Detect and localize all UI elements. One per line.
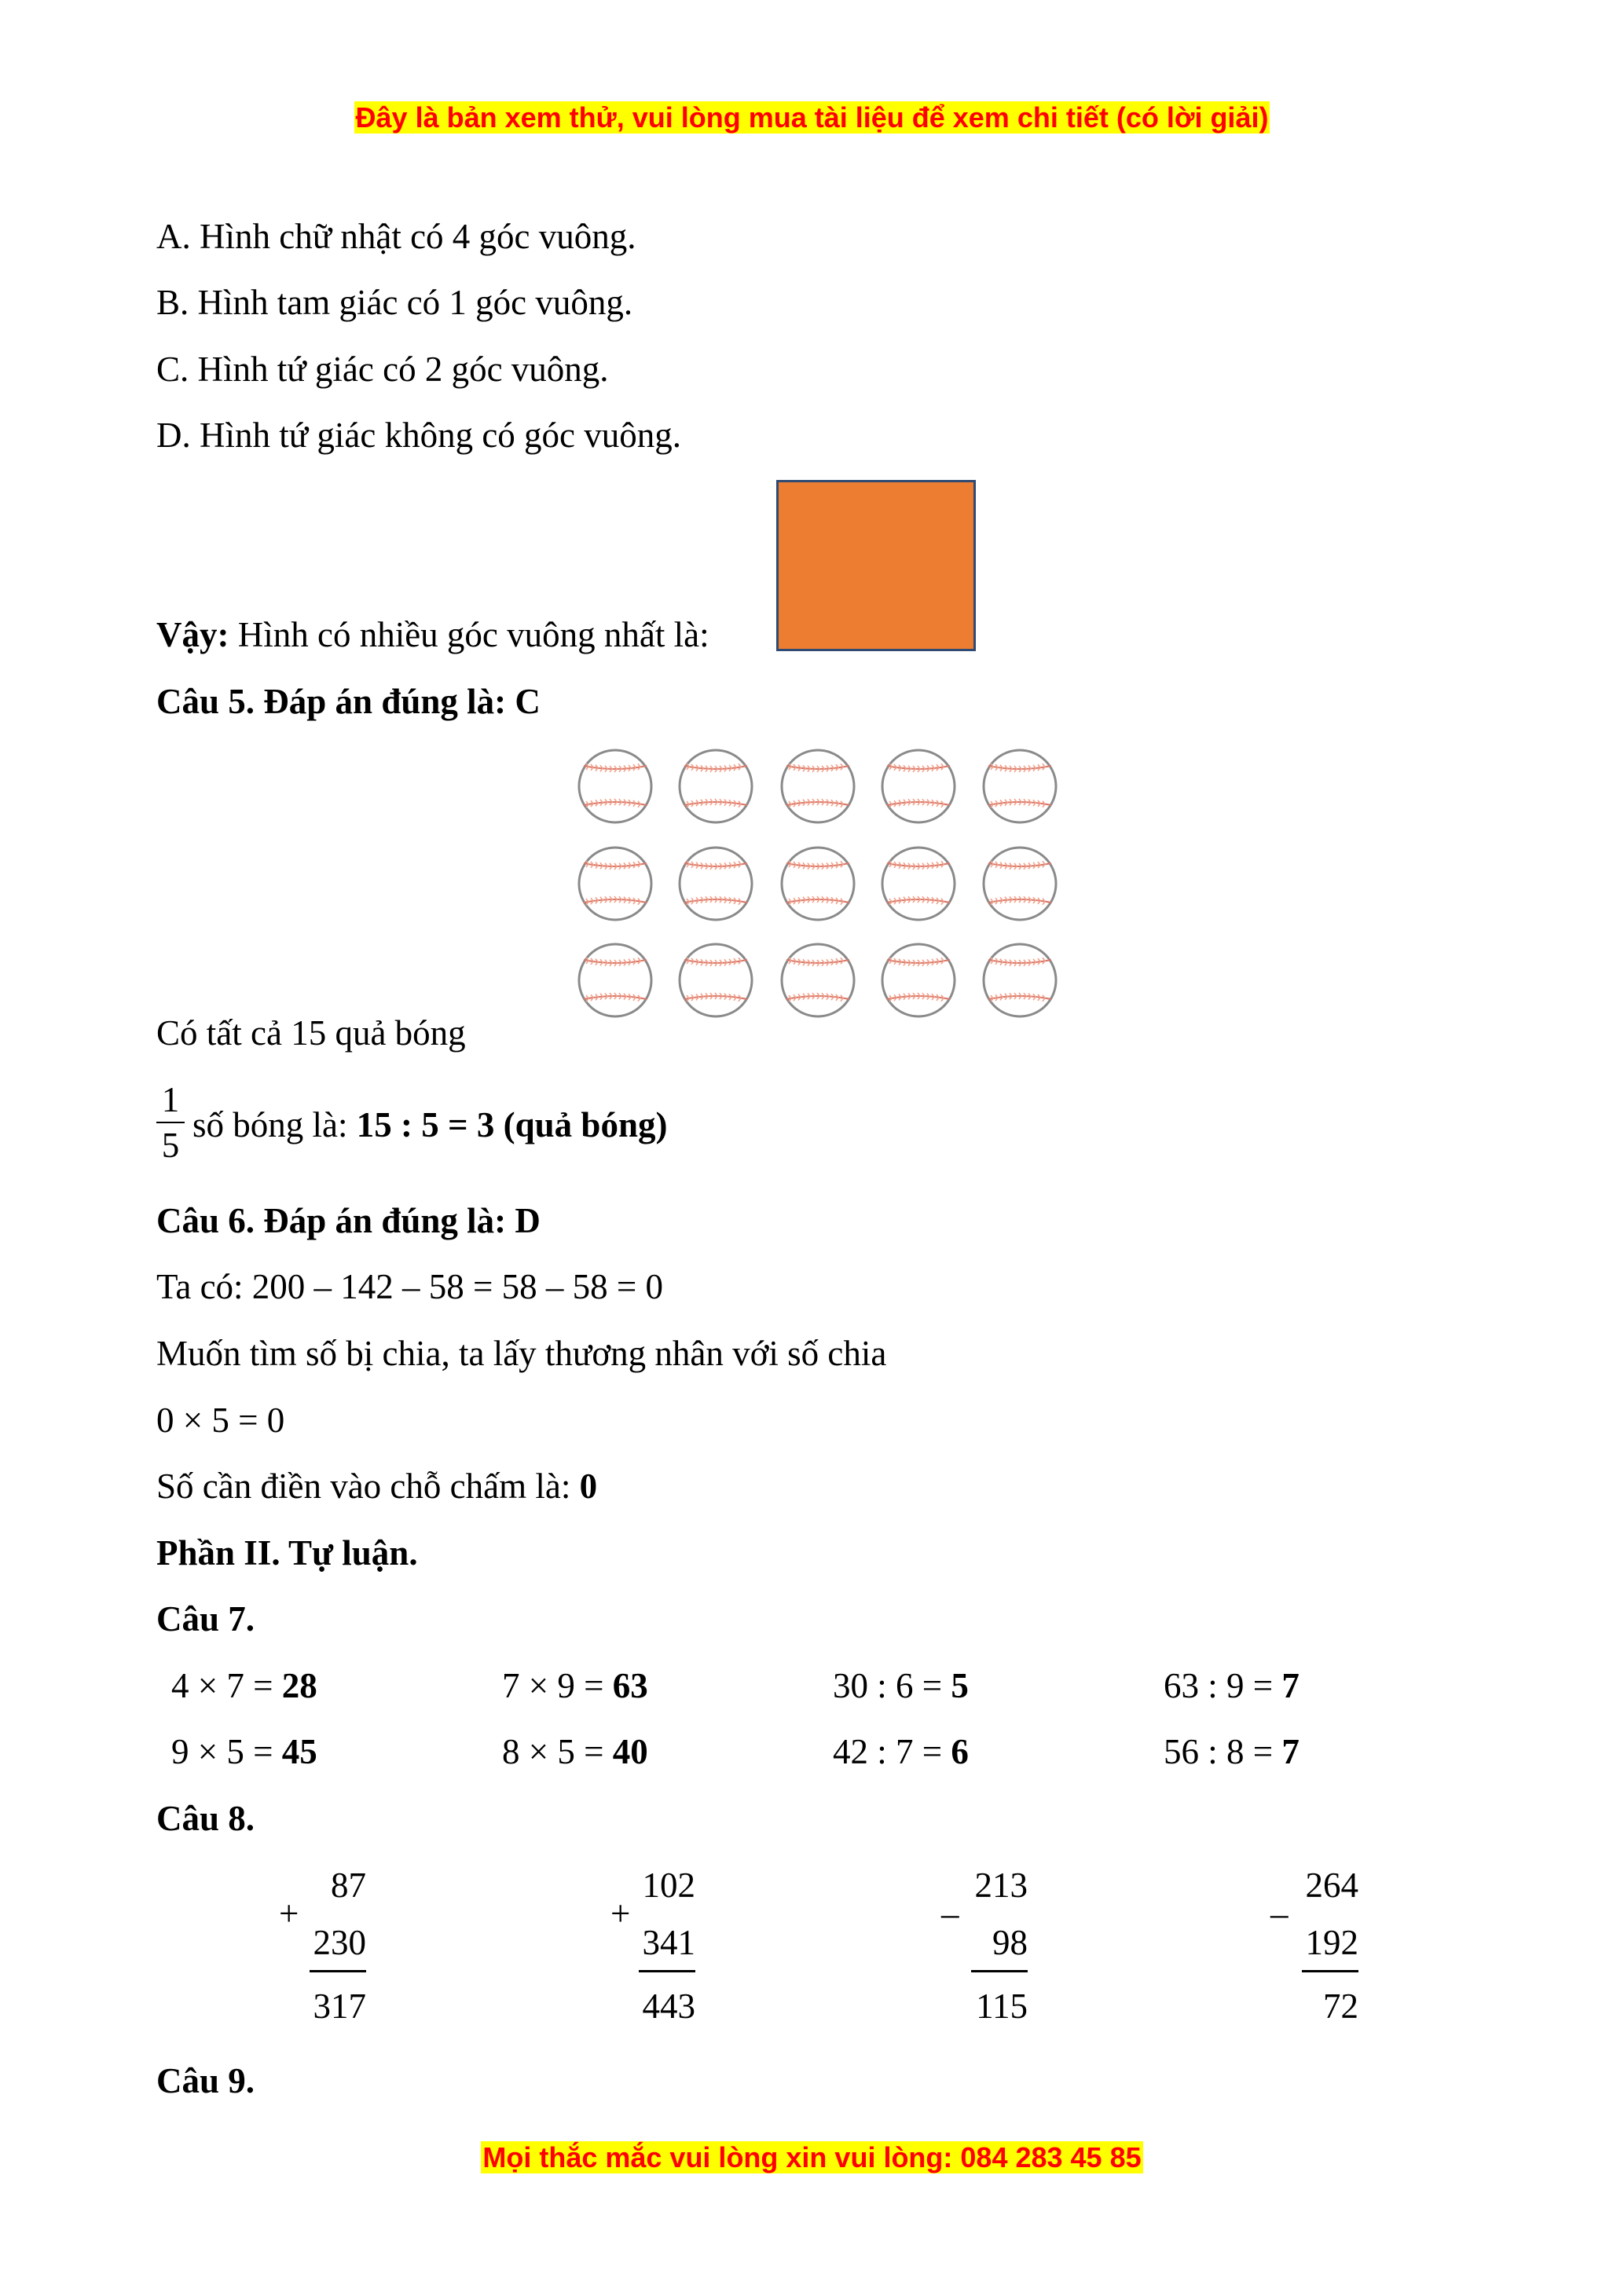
baseball-icon bbox=[881, 846, 956, 921]
baseball-icon bbox=[577, 749, 653, 824]
q9-heading: Câu 9. bbox=[156, 2061, 255, 2100]
q8-operand-bottom: 341 bbox=[642, 1923, 695, 1962]
q7-item bbox=[502, 1665, 648, 1706]
q6-answer-prefix: Số cần điền vào chỗ chấm là: bbox=[156, 1467, 580, 1506]
q6-line-1: Ta có: 200 – 142 – 58 = 58 – 58 = 0 bbox=[156, 1267, 664, 1306]
q8-operand-bottom: 192 bbox=[1305, 1923, 1358, 1962]
q6-answer-value: 0 bbox=[579, 1467, 598, 1506]
q6-line-2: Muốn tìm số bị chia, ta lấy thương nhân với số chia bbox=[156, 1334, 887, 1373]
baseball-icon bbox=[577, 846, 653, 921]
baseball-icon bbox=[780, 943, 856, 1018]
q7-item bbox=[171, 1731, 317, 1772]
q8-result-line bbox=[639, 1970, 695, 1972]
q6-answer bbox=[156, 1466, 597, 1507]
q5-heading: Câu 5. Đáp án đúng là: C bbox=[156, 682, 541, 721]
q8-operand-top: 213 bbox=[974, 1866, 1028, 1905]
q5-total: Có tất cả 15 quả bóng bbox=[156, 1013, 466, 1053]
q7-expr: 42 : 7 = bbox=[833, 1732, 951, 1771]
q7-answer: 7 bbox=[1281, 1732, 1300, 1771]
q7-item bbox=[833, 1665, 969, 1706]
q7-expr: 63 : 9 = bbox=[1164, 1666, 1282, 1705]
q8-result-line bbox=[1302, 1970, 1358, 1972]
q8-operator: + bbox=[279, 1894, 299, 1933]
q8-result: 72 bbox=[1323, 1987, 1358, 2026]
q8-operator: – bbox=[1270, 1894, 1289, 1933]
baseball-icon bbox=[780, 749, 856, 824]
preview-banner-text: Đây là bản xem thử, vui lòng mua tài liệu để xem chi tiết (có lời giải) bbox=[355, 101, 1269, 134]
q7-expr: 9 × 5 = bbox=[171, 1732, 282, 1771]
conclusion-text: Hình có nhiều góc vuông nhất là: bbox=[229, 615, 709, 654]
part2-heading: Phần II. Tự luận. bbox=[156, 1533, 418, 1573]
orange-square-shape bbox=[776, 480, 976, 651]
q6-line-3: 0 × 5 = 0 bbox=[156, 1401, 285, 1440]
q8-operator: – bbox=[941, 1894, 959, 1933]
q7-item bbox=[171, 1665, 317, 1706]
q7-answer: 7 bbox=[1281, 1666, 1300, 1705]
q7-answer: 6 bbox=[951, 1732, 969, 1771]
baseball-icon bbox=[881, 749, 956, 824]
q7-expr: 4 × 7 = bbox=[171, 1666, 282, 1705]
q8-result: 317 bbox=[313, 1987, 366, 2026]
q8-operator: + bbox=[610, 1894, 631, 1933]
contact-banner bbox=[0, 2140, 1624, 2175]
q7-expr: 7 × 9 = bbox=[502, 1666, 613, 1705]
fraction-numerator: 1 bbox=[161, 1080, 180, 1119]
baseball-icon bbox=[780, 846, 856, 921]
q7-answer: 63 bbox=[612, 1666, 648, 1705]
baseball-icon bbox=[577, 943, 653, 1018]
fraction-text: số bóng là: bbox=[192, 1105, 357, 1144]
baseball-icon bbox=[678, 749, 753, 824]
baseball-icon bbox=[982, 846, 1058, 921]
baseball-icon bbox=[982, 749, 1058, 824]
baseball-icon bbox=[881, 943, 956, 1018]
fraction-result: 15 : 5 = 3 (quả bóng) bbox=[356, 1105, 668, 1144]
contact-banner-text: Mọi thắc mắc vui lòng xin vui lòng: 084 283 45 85 bbox=[482, 2141, 1142, 2173]
option-a: A. Hình chữ nhật có 4 góc vuông. bbox=[156, 217, 636, 256]
q7-expr: 8 × 5 = bbox=[502, 1732, 613, 1771]
q7-answer: 40 bbox=[612, 1732, 648, 1771]
q8-result: 443 bbox=[642, 1987, 695, 2026]
baseball-icon bbox=[982, 943, 1058, 1018]
baseball-icon bbox=[678, 943, 753, 1018]
fraction-line bbox=[156, 1122, 185, 1123]
option-d: D. Hình tứ giác không có góc vuông. bbox=[156, 416, 682, 455]
q8-heading: Câu 8. bbox=[156, 1799, 255, 1838]
q7-expr: 30 : 6 = bbox=[833, 1666, 951, 1705]
q7-item bbox=[1164, 1731, 1300, 1772]
q7-answer: 45 bbox=[281, 1732, 317, 1771]
q8-result: 115 bbox=[976, 1987, 1028, 2026]
q8-operand-top: 264 bbox=[1305, 1866, 1358, 1905]
preview-banner bbox=[0, 101, 1624, 135]
baseball-icon bbox=[678, 846, 753, 921]
q7-answer: 5 bbox=[951, 1666, 969, 1705]
conclusion-label: Vậy: bbox=[156, 615, 229, 654]
option-c: C. Hình tứ giác có 2 góc vuông. bbox=[156, 350, 609, 389]
fraction-one-fifth bbox=[156, 1081, 185, 1164]
q7-item bbox=[502, 1731, 648, 1772]
q8-operand-bottom: 98 bbox=[992, 1923, 1028, 1962]
fraction-sentence bbox=[192, 1104, 667, 1145]
q8-operand-bottom: 230 bbox=[313, 1923, 366, 1962]
q6-heading: Câu 6. Đáp án đúng là: D bbox=[156, 1201, 541, 1240]
q8-result-line bbox=[971, 1970, 1028, 1972]
q7-answer: 28 bbox=[281, 1666, 317, 1705]
q7-heading: Câu 7. bbox=[156, 1599, 255, 1639]
q8-result-line bbox=[310, 1970, 366, 1972]
q7-expr: 56 : 8 = bbox=[1164, 1732, 1282, 1771]
q7-item bbox=[833, 1731, 969, 1772]
q7-item bbox=[1164, 1665, 1300, 1706]
q8-operand-top: 87 bbox=[331, 1866, 366, 1905]
fraction-denominator: 5 bbox=[161, 1126, 180, 1165]
conclusion bbox=[156, 614, 709, 655]
option-b: B. Hình tam giác có 1 góc vuông. bbox=[156, 283, 633, 322]
q8-operand-top: 102 bbox=[642, 1866, 695, 1905]
